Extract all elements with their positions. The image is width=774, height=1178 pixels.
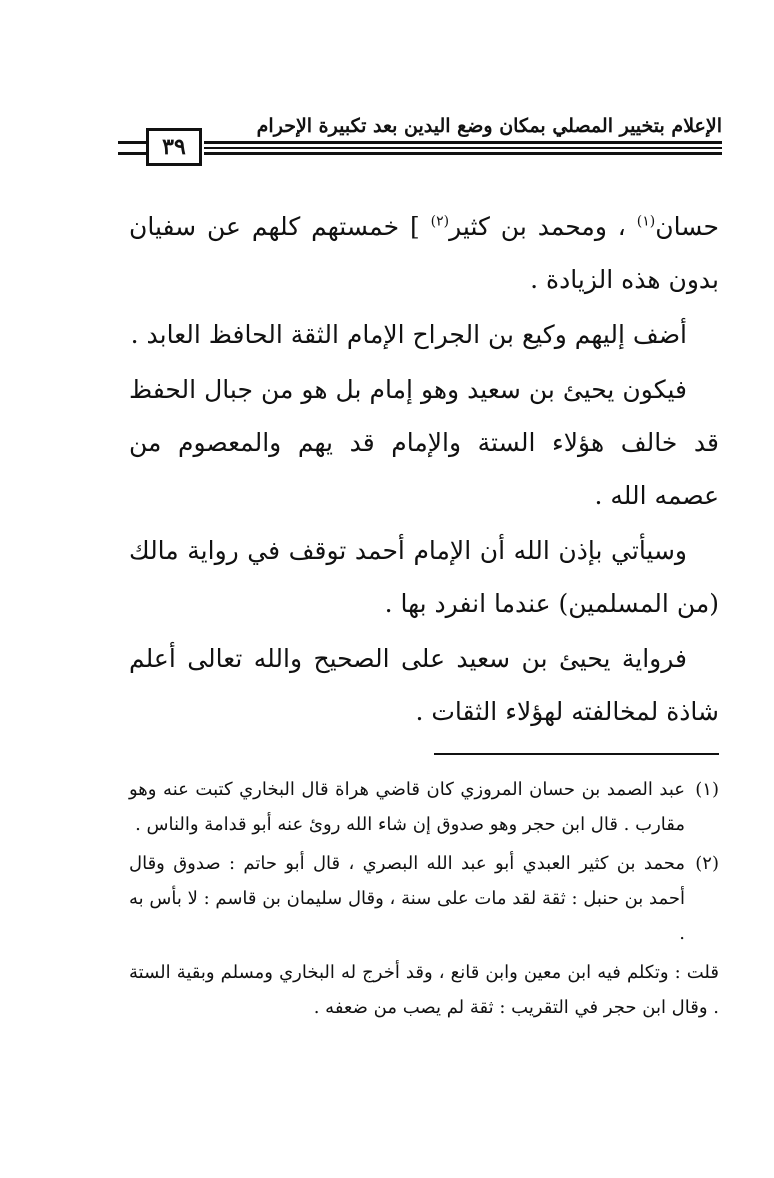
header-rule-left-top — [118, 141, 146, 144]
footnote-1 — [129, 772, 719, 842]
header-rule-middle — [204, 147, 722, 149]
footnote-ref-2: (٢) — [430, 213, 450, 230]
header-rule-top — [204, 141, 722, 144]
running-header-title: الإعلام بتخيير المصلي بمكان وضع اليدين بعد تكبيرة الإحرام — [256, 115, 722, 137]
page-number: ٣٩ — [146, 128, 202, 166]
main-text — [129, 200, 719, 740]
footnote-ref-1: (١) — [636, 213, 656, 230]
footnote-1-text: عبد الصمد بن حسان المروزي كان قاضي هراة قال البخاري كتبت عنه وهو مقارب . قال ابن حجر وهو صدوق إن شاء الله روئ عنه أبو قدامة والناس . — [129, 779, 685, 835]
paragraph-4: وسيأتي بإذن الله أن الإمام أحمد توقف في رواية مالك (من المسلمين) عندما انفرد بها . — [129, 536, 719, 618]
paragraph-1-start: حسان — [655, 212, 719, 241]
paragraph-2: أضف إليهم وكيع بن الجراح الإمام الثقة الحافظ العابد . — [130, 320, 687, 349]
footnote-separator — [434, 753, 719, 755]
footnote-2-continuation: قلت : وتكلم فيه ابن معين وابن قانع ، وقد أخرج له البخاري ومسلم وبقية الستة . وقال ابن حجر في التقريب : ثقة لم يصب من ضعفه . — [129, 962, 719, 1018]
footnote-2-marker: (٢) — [695, 853, 719, 874]
paragraph-1-middle: ، ومحمد بن كثير — [449, 212, 637, 241]
paragraph-1-end: ] خمستهم كلهم عن سفيان بدون هذه الزيادة . — [129, 212, 719, 294]
footnote-1-marker: (١) — [695, 779, 719, 800]
footnote-2-text: محمد بن كثير العبدي أبو عبد الله البصري ، قال أبو حاتم : صدوق وقال أحمد بن حنبل : ثقة لقد مات على سنة ، وقال سليمان بن قاسم : لا بأس به . — [129, 853, 685, 944]
header-rule-left-bottom — [118, 152, 146, 155]
header-rule-bottom — [204, 152, 722, 155]
paragraph-3: فيكون يحيئ بن سعيد وهو إمام بل هو من جبال الحفظ قد خالف هؤلاء الستة والإمام قد يهم والمعصوم من عصمه الله . — [129, 375, 719, 510]
footnotes — [129, 772, 719, 1029]
footnote-2 — [129, 846, 719, 951]
paragraph-1 — [129, 200, 719, 306]
paragraph-5: فرواية يحيئ بن سعيد على الصحيح والله تعالى أعلم شاذة لمخالفته لهؤلاء الثقات . — [129, 644, 719, 726]
